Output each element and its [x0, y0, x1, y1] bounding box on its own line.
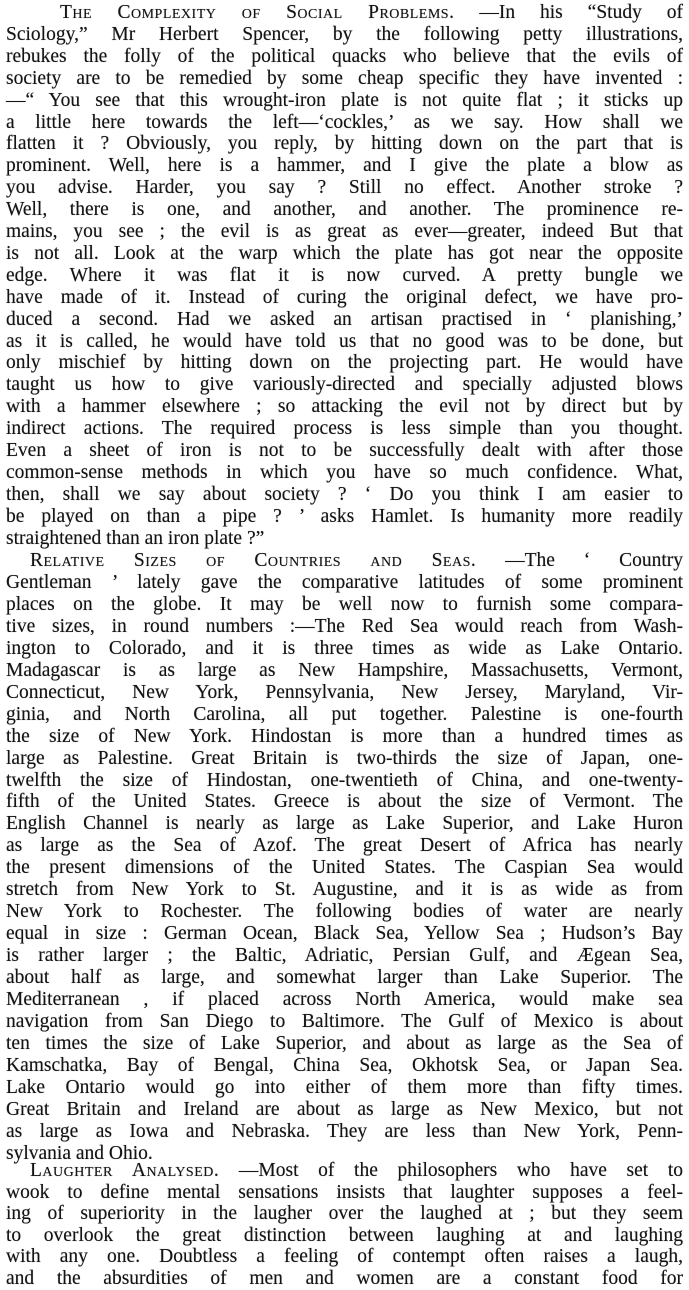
line-text: sylvania and Ohio.: [6, 1142, 153, 1164]
text-line: [6, 923, 683, 945]
text-line: [6, 309, 683, 331]
line-text: prominent. Well, here is a hammer, and I give the plate a blow as: [6, 155, 683, 177]
text-line: [6, 704, 683, 726]
text-line: [6, 352, 683, 374]
text-line: [6, 1055, 683, 1077]
text-line: [6, 1011, 683, 1033]
text-line: [6, 726, 683, 748]
text-line: [6, 1246, 683, 1268]
text-line: [6, 506, 683, 528]
line-text: then, shall we say about society ? ‘ Do you think I am easier to: [6, 483, 683, 505]
text-line: [6, 638, 683, 660]
text-line: [6, 660, 683, 682]
line-text: Sciology,” Mr Herbert Spencer, by the following petty illustrations,: [6, 23, 683, 45]
text-line: [6, 112, 683, 134]
line-text: tive sizes, in round numbers :—The Red Sea would reach from Wash-: [6, 615, 683, 637]
line-text: —In his “Study of: [479, 2, 683, 23]
text-line: [6, 528, 683, 550]
text-line: [6, 418, 683, 440]
line-text: common-sense methods in which you have so much confidence. What,: [6, 461, 683, 483]
line-text: is not all. Look at the warp which the plate has got near the opposite: [6, 242, 683, 264]
text-line: [6, 24, 683, 46]
line-text: English Channel is nearly as large as Lake Superior, and Lake Huron: [6, 813, 683, 835]
text-line: [6, 1099, 683, 1121]
line-text: with any one. Doubtless a feeling of contempt often raises a laugh,: [6, 1246, 683, 1268]
line-text: Even a sheet of iron is not to be successfully dealt with after those: [6, 440, 683, 461]
line-text: have made of it. Instead of curing the original defect, we have pro-: [6, 286, 683, 308]
line-text: as large as the Sea of Azof. The great Desert of Africa has nearly: [6, 835, 683, 857]
text-line: [6, 484, 683, 506]
line-text: as large as Iowa and Nebraska. They are less than New York, Penn-: [6, 1120, 683, 1142]
line-text: only mischief by hitting down on the projecting part. He would have: [6, 352, 683, 374]
line-text: New York to Rochester. The following bodies of water are nearly: [6, 901, 683, 923]
text-line: [6, 1225, 683, 1247]
line-text: taught us how to give variously-directed and specially adjusted blows: [6, 374, 683, 396]
text-line: [6, 199, 683, 221]
text-line: [6, 221, 683, 243]
text-line: [6, 572, 683, 594]
text-line: [6, 879, 683, 901]
text-line: [6, 177, 683, 199]
line-text: mains, you see ; the evil is as great as ever—greater, indeed But that: [6, 221, 683, 242]
text-line: [60, 2, 683, 24]
text-line: [6, 374, 683, 396]
line-text: is rather larger ; the Baltic, Adriatic, Persian Gulf, and Ægean Sea,: [6, 945, 683, 967]
line-text: Madagascar is as large as New Hampshire, Massachusetts, Vermont,: [6, 659, 683, 681]
text-line: [6, 265, 683, 287]
line-text: about half as large, and somewhat larger than Lake Superior. The: [6, 967, 683, 989]
line-text: twelfth the size of Hindostan, one-twentieth of China, and one-twenty-: [6, 769, 683, 791]
text-line: [6, 462, 683, 484]
line-text: ington to Colorado, and it is three times as wide as Lake Ontario.: [6, 637, 683, 659]
text-line: [6, 331, 683, 353]
line-text: places on the globe. It may be well now to furnish some compara-: [6, 593, 683, 615]
line-text: flatten it ? Obviously, you reply, by hitting down on the part that is: [6, 133, 683, 155]
text-line: [30, 1160, 683, 1182]
line-text: Great Britain and Ireland are about as large as New Mexico, but not: [6, 1098, 683, 1120]
text-line: [30, 550, 683, 572]
line-text: indirect actions. The required process is less simple than you thought.: [6, 418, 683, 440]
text-line: [6, 396, 683, 418]
line-text: —Most of the philosophers who have set to: [238, 1160, 684, 1181]
article-heading: The Complexity of Social Problems.: [60, 2, 455, 23]
line-text: navigation from San Diego to Baltimore. The Gulf of Mexico is about: [6, 1010, 683, 1032]
line-text: Mediterranean , if placed across North America, would make sea: [6, 989, 683, 1010]
text-line: [6, 748, 683, 770]
text-line: [6, 46, 683, 68]
text-line: [6, 616, 683, 638]
text-line: [6, 791, 683, 813]
line-text: you advise. Harder, you say ? Still no effect. Another stroke ?: [6, 177, 683, 199]
line-text: ten times the size of Lake Superior, and about as large as the Sea of: [6, 1032, 683, 1054]
line-text: ginia, and North Carolina, all put together. Palestine is one-fourth: [6, 703, 683, 725]
text-line: [6, 1033, 683, 1055]
line-text: edge. Where it was flat it is now curved. A pretty bungle we: [6, 264, 683, 286]
article-heading: Relative Sizes of Countries and Seas.: [30, 550, 477, 571]
line-text: —“ You see that this wrought-iron plate is not quite flat ; it sticks up: [6, 89, 683, 111]
text-line: [6, 835, 683, 857]
text-line: [6, 770, 683, 792]
line-text: the size of New York. Hindostan is more than a hundred times as: [6, 725, 683, 747]
line-text: wook to define mental sensations insists that laughter supposes a feel-: [6, 1181, 683, 1203]
line-text: rebukes the folly of the political quacks who believe that the evils of: [6, 45, 683, 67]
line-text: and the absurdities of men and women are a constant food for: [6, 1268, 683, 1289]
line-text: ing of superiority in the laugher over the laughed at ; but they seem: [6, 1203, 683, 1225]
line-text: straightened than an iron plate ?”: [6, 527, 265, 549]
text-line: [6, 901, 683, 923]
line-text: Gentleman ’ lately gave the comparative latitudes of some prominent: [6, 571, 683, 593]
text-line: [6, 440, 683, 462]
line-text: to overlook the great distinction between laughing at and laughing: [6, 1224, 683, 1246]
text-line: [6, 1203, 683, 1225]
line-text: a little here towards the left—‘cockles,’ as we say. How shall we: [6, 111, 683, 133]
text-line: [6, 68, 683, 90]
text-line: [6, 133, 683, 155]
line-text: society are to be remedied by some cheap specific they have invented :: [6, 67, 683, 89]
text-line: [6, 989, 683, 1011]
line-text: duced a second. Had we asked an artisan practised in ‘ planishing,’: [6, 308, 683, 330]
line-text: —The ‘ Country: [505, 550, 683, 571]
text-line: [6, 682, 683, 704]
text-line: [6, 857, 683, 879]
line-text: Kamschatka, Bay of Bengal, China Sea, Okhotsk Sea, or Japan Sea.: [6, 1054, 683, 1076]
text-line: [6, 90, 683, 112]
line-text: Well, there is one, and another, and another. The prominence re-: [6, 199, 683, 221]
line-text: Connecticut, New York, Pennsylvania, New Jersey, Maryland, Vir-: [6, 681, 683, 703]
text-line: [6, 287, 683, 309]
line-text: equal in size : German Ocean, Black Sea, Yellow Sea ; Hudson’s Bay: [6, 923, 683, 945]
line-text: as it is called, he would have told us that no good was to be done, but: [6, 330, 683, 352]
line-text: fifth of the United States. Greece is about the size of Vermont. The: [6, 791, 683, 813]
line-text: large as Palestine. Great Britain is two-thirds the size of Japan, one-: [6, 747, 683, 769]
text-line: [6, 1268, 683, 1290]
line-text: the present dimensions of the United States. The Caspian Sea would: [6, 857, 683, 879]
text-line: [6, 945, 683, 967]
text-line: [6, 1077, 683, 1099]
line-text: stretch from New York to St. Augustine, and it is as wide as from: [6, 879, 683, 901]
line-text: Lake Ontario would go into either of them more than fifty times.: [6, 1076, 683, 1098]
line-text: with a hammer elsewhere ; so attacking the evil not by direct but by: [6, 396, 683, 418]
text-line: [6, 243, 683, 265]
article-heading: Laughter Analysed.: [30, 1160, 220, 1181]
text-line: [6, 594, 683, 616]
text-line: [6, 813, 683, 835]
text-line: [6, 1182, 683, 1204]
line-text: be played on than a pipe ? ’ asks Hamlet. Is humanity more readily: [6, 505, 683, 527]
text-line: [6, 967, 683, 989]
text-line: [6, 1121, 683, 1143]
text-line: [6, 155, 683, 177]
